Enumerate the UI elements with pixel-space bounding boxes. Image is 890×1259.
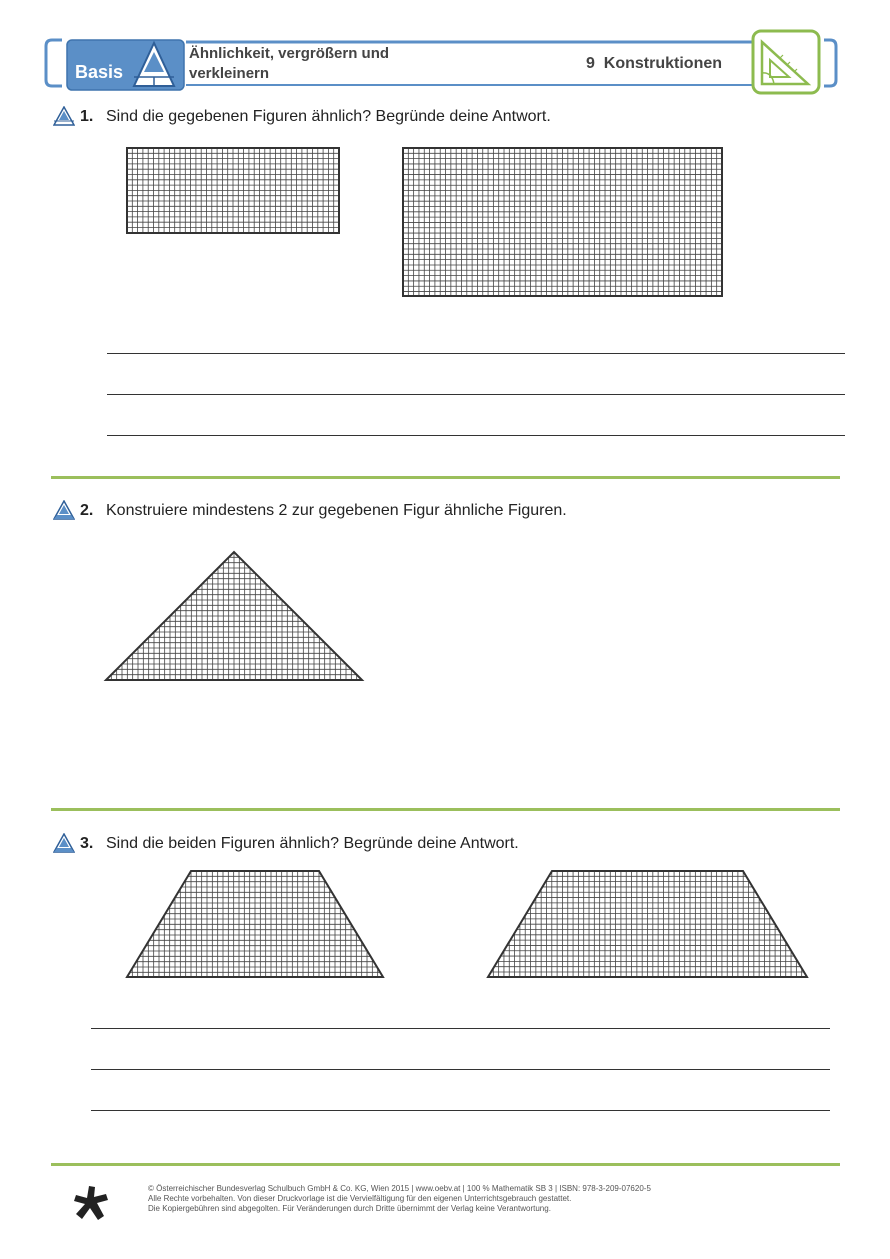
task-text: Konstruiere mindestens 2 zur gegebenen Figur ähnliche Figuren. bbox=[106, 502, 567, 519]
level-label: Basis bbox=[75, 62, 124, 82]
pyramid-icon bbox=[53, 833, 75, 853]
page-header bbox=[0, 0, 890, 100]
chapter-number: 9 bbox=[586, 55, 595, 72]
footer-copyright bbox=[148, 1184, 651, 1214]
section-divider bbox=[51, 808, 840, 811]
footer-line: © Österreichischer Bundesverlag Schulbuch GmbH & Co. KG, Wien 2015 | www.oebv.at | 100 % Mathematik SB 3 | ISBN: 978-3-209-07620-5 bbox=[148, 1184, 651, 1193]
grid-lines bbox=[127, 148, 339, 233]
grid-trapezoid-right bbox=[488, 871, 807, 977]
task-text: Sind die beiden Figuren ähnlich? Begründe deine Antwort. bbox=[106, 835, 519, 852]
pyramid-icon bbox=[130, 40, 182, 90]
footer-line: Die Kopiergebühren sind abgegolten. Für Veränderungen durch Dritte übernimmt der Verlag keine Verantwortung. bbox=[148, 1204, 551, 1213]
topic-title-line1: Ähnlichkeit, vergrößern und bbox=[189, 45, 390, 62]
grid-lines bbox=[127, 871, 383, 977]
chapter-title: Konstruktionen bbox=[603, 55, 723, 72]
answer-line[interactable] bbox=[107, 353, 845, 354]
answer-line[interactable] bbox=[91, 1110, 830, 1111]
footer-line: Alle Rechte vorbehalten. Von dieser Druckvorlage ist die Vervielfältigung für den eigenen Unterrichtsgebrauch gestattet. bbox=[148, 1194, 572, 1203]
grid-lines bbox=[488, 871, 807, 977]
grid-rectangle-large bbox=[403, 148, 722, 296]
grid-lines bbox=[403, 148, 722, 296]
pyramid-icon bbox=[53, 106, 75, 126]
task-number: 2. bbox=[80, 502, 94, 519]
task-1 bbox=[80, 108, 551, 126]
answer-line[interactable] bbox=[107, 435, 845, 436]
set-square-icon bbox=[750, 28, 822, 96]
grid-triangle bbox=[106, 552, 362, 680]
answer-line[interactable] bbox=[107, 394, 845, 395]
section-divider bbox=[51, 1163, 840, 1166]
pyramid-icon bbox=[53, 500, 75, 520]
grid-lines bbox=[106, 552, 362, 680]
answer-line[interactable] bbox=[91, 1028, 830, 1029]
task-text: Sind die gegebenen Figuren ähnlich? Begründe deine Antwort. bbox=[106, 108, 551, 125]
answer-line[interactable] bbox=[91, 1069, 830, 1070]
publisher-logo-icon bbox=[72, 1184, 110, 1222]
section-divider bbox=[51, 476, 840, 479]
task-3 bbox=[80, 835, 519, 853]
grid-rectangle-small bbox=[127, 148, 339, 233]
topic-title-line2: verkleinern bbox=[189, 65, 270, 82]
task-2 bbox=[80, 502, 567, 520]
grid-trapezoid-left bbox=[127, 871, 383, 977]
chapter-heading bbox=[586, 55, 722, 73]
task-number: 3. bbox=[80, 835, 94, 852]
task-number: 1. bbox=[80, 108, 94, 125]
